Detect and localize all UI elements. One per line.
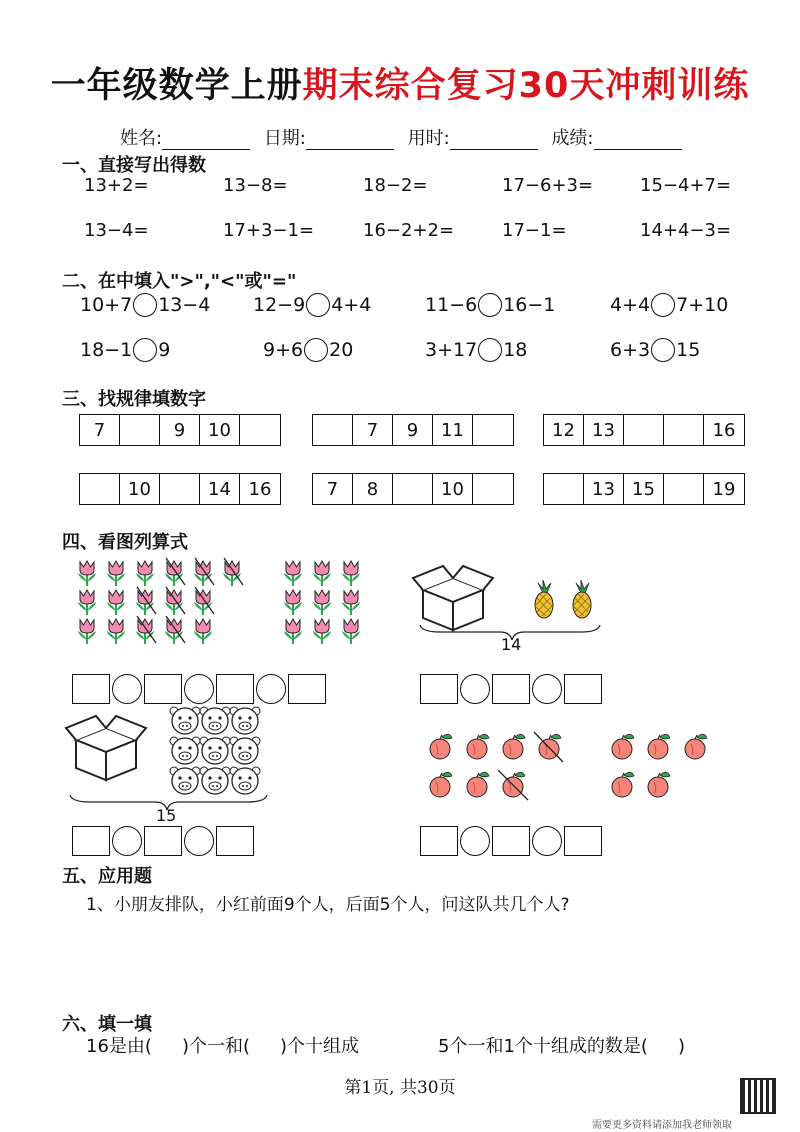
- calc-item: 18−2=: [363, 175, 428, 196]
- operator-circle[interactable]: [112, 826, 142, 856]
- fill-text: )个十组成: [279, 1036, 360, 1057]
- sequence-cell[interactable]: 9: [393, 415, 433, 445]
- fill-text: ): [677, 1036, 685, 1057]
- title-black: 一年级数学上册: [50, 66, 303, 106]
- sequence-cell[interactable]: 12: [544, 415, 584, 445]
- compare-right: 9: [158, 339, 171, 361]
- sequence-cell[interactable]: 13: [584, 474, 624, 504]
- operator-circle[interactable]: [532, 674, 562, 704]
- sequence-cell[interactable]: 15: [624, 474, 664, 504]
- qr-code-icon: [740, 1078, 776, 1114]
- date-label: 日期:: [263, 128, 306, 149]
- operator-circle[interactable]: [460, 674, 490, 704]
- compare-left: 10+7: [80, 294, 133, 316]
- calc-item: 17−1=: [502, 220, 567, 241]
- compare-left: 12−9: [253, 294, 306, 316]
- compare-left: 11−6: [425, 294, 478, 316]
- pineapple-icon: [535, 580, 553, 618]
- tulip-group-right: [284, 561, 360, 644]
- word-problem-1: 1、小朋友排队，小红前面9个人，后面5个人，问这队共几个人?: [86, 895, 570, 915]
- answer-box[interactable]: [72, 674, 110, 704]
- pig-group: [170, 707, 260, 794]
- answer-box[interactable]: [144, 674, 182, 704]
- sequence-cell[interactable]: 14: [200, 474, 240, 504]
- answer-box[interactable]: [492, 674, 530, 704]
- time-label: 用时:: [407, 128, 450, 149]
- operator-circle[interactable]: [532, 826, 562, 856]
- answer-row: [72, 826, 254, 856]
- sequence-cell[interactable]: 7: [353, 415, 393, 445]
- section-1-title: 一、直接写出得数: [62, 155, 206, 176]
- calc-item: 17−6+3=: [502, 175, 594, 196]
- fill-text: 5个一和1个十组成的数是(: [438, 1036, 648, 1057]
- peach-group-right: [612, 734, 707, 797]
- fill-item-2: [438, 1032, 685, 1058]
- fill-item-1: [86, 1032, 359, 1058]
- compare-right: 13−4: [158, 294, 211, 316]
- compare-right: 18: [503, 339, 528, 361]
- sequence-cell[interactable]: 7: [80, 415, 120, 445]
- answer-row: [72, 674, 326, 704]
- answer-row: [420, 674, 602, 704]
- operator-circle[interactable]: [460, 826, 490, 856]
- compare-left: 18−1: [80, 339, 133, 361]
- sequence-cell[interactable]: 16: [248, 478, 272, 500]
- answer-box[interactable]: [144, 826, 182, 856]
- sequence-cell[interactable]: 9: [160, 415, 200, 445]
- answer-box[interactable]: [564, 826, 602, 856]
- answer-row: [420, 826, 602, 856]
- sequence-cell[interactable]: 13: [584, 415, 624, 445]
- sequence-cell[interactable]: 8: [353, 474, 393, 504]
- compare-right: 15: [676, 339, 701, 361]
- sequence-cell[interactable]: 19: [712, 478, 736, 500]
- compare-right: 20: [329, 339, 354, 361]
- calc-item: 13−4=: [84, 220, 149, 241]
- section-2-title: 二、在中填入">","<"或"=": [62, 271, 297, 292]
- sequence-cell[interactable]: 10: [120, 474, 160, 504]
- answer-box[interactable]: [564, 674, 602, 704]
- watermark-text: 需要更多资料请添加我老师领取: [592, 1120, 732, 1131]
- total-label-1: 14: [501, 635, 522, 654]
- calc-item: 13+2=: [84, 175, 149, 196]
- calc-item: 16−2+2=: [363, 220, 455, 241]
- calc-item: 13−8=: [223, 175, 288, 196]
- answer-box[interactable]: [216, 674, 254, 704]
- page-footer: 第1页, 共30页: [344, 1078, 456, 1098]
- sequence-cell[interactable]: 16: [712, 419, 736, 441]
- gift-box-icon: [66, 716, 146, 780]
- operator-circle[interactable]: [184, 674, 214, 704]
- answer-box[interactable]: [492, 826, 530, 856]
- sequence-cell[interactable]: 10: [433, 474, 473, 504]
- section-5-title: 五、应用题: [62, 866, 152, 887]
- peach-group-left: [430, 732, 563, 800]
- title-red: 期末综合复习30天冲刺训练: [302, 66, 750, 106]
- compare-right: 4+4: [331, 294, 372, 316]
- sequence-cell[interactable]: 10: [200, 415, 240, 445]
- compare-left: 9+6: [263, 339, 304, 361]
- section-6-title: 六、填一填: [62, 1014, 152, 1035]
- compare-left: 3+17: [425, 339, 478, 361]
- calc-item: 14+4−3=: [640, 220, 732, 241]
- calc-item: 15−4+7=: [640, 175, 732, 196]
- pineapple-icon: [573, 580, 591, 618]
- sequence-cell[interactable]: 7: [313, 474, 353, 504]
- answer-box[interactable]: [72, 826, 110, 856]
- answer-box[interactable]: [420, 674, 458, 704]
- operator-circle[interactable]: [256, 674, 286, 704]
- compare-left: 4+4: [610, 294, 651, 316]
- name-label: 姓名:: [120, 128, 163, 149]
- compare-right: 16−1: [503, 294, 556, 316]
- compare-left: 6+3: [610, 339, 651, 361]
- gift-box-icon: [413, 566, 493, 630]
- operator-circle[interactable]: [112, 674, 142, 704]
- total-label-2: 15: [156, 806, 177, 825]
- section-3-title: 三、找规律填数字: [62, 389, 206, 410]
- calc-item: 17+3−1=: [223, 220, 315, 241]
- answer-box[interactable]: [216, 826, 254, 856]
- answer-box[interactable]: [288, 674, 326, 704]
- answer-box[interactable]: [420, 826, 458, 856]
- section-4-title: 四、看图列算式: [62, 532, 188, 553]
- fill-text: )个一和(: [181, 1036, 250, 1057]
- score-label: 成绩:: [551, 128, 594, 149]
- compare-right: 7+10: [676, 294, 729, 316]
- tulip-group-left: [78, 558, 243, 644]
- operator-circle[interactable]: [184, 826, 214, 856]
- fill-text: 16是由(: [86, 1036, 152, 1057]
- sequence-cell[interactable]: 11: [433, 415, 473, 445]
